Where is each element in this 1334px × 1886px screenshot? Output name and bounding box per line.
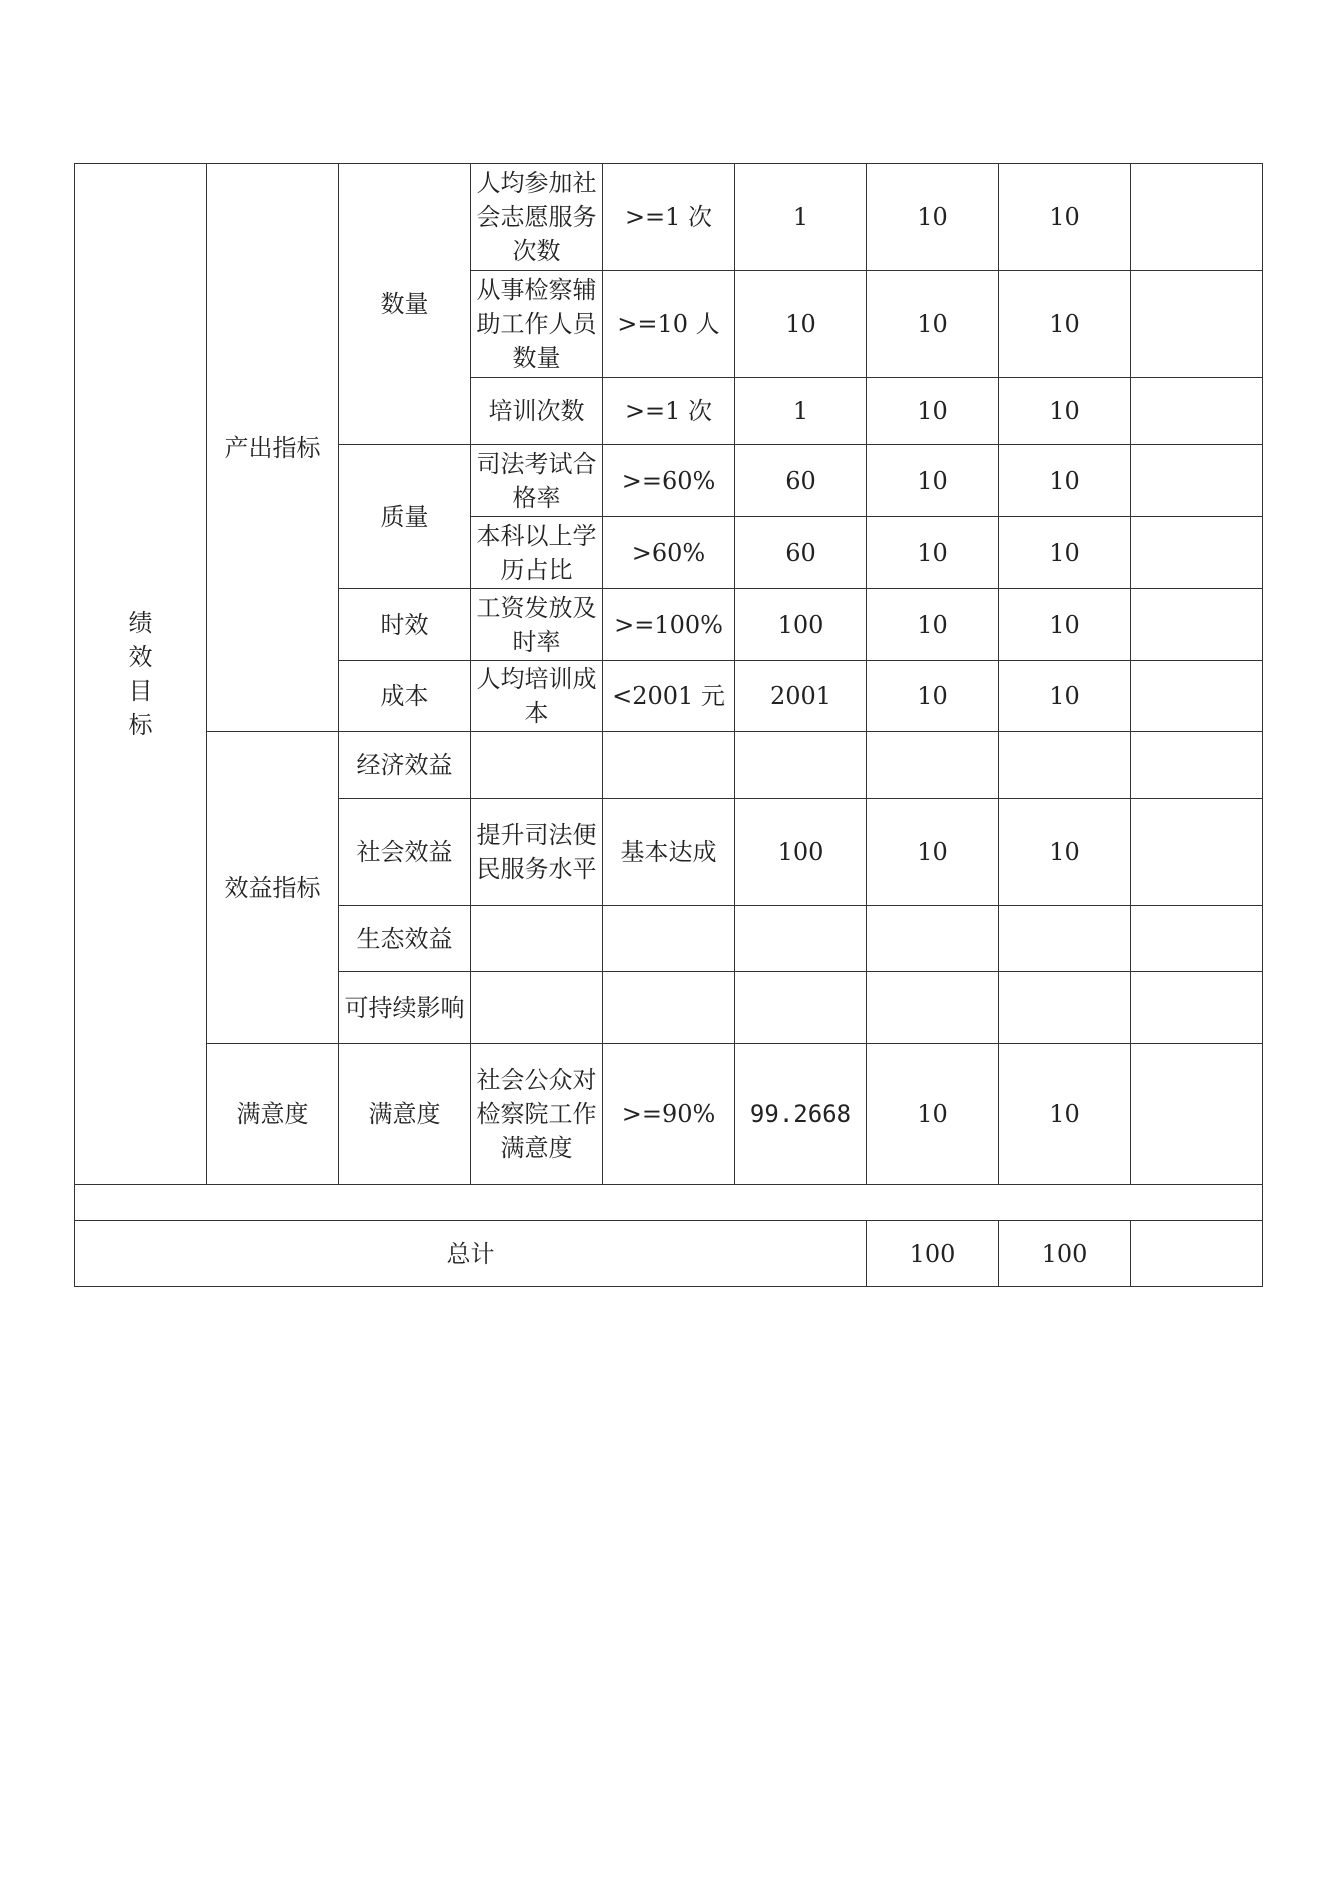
target-cell: >=10 人 — [603, 271, 735, 378]
note-cell — [1131, 732, 1263, 799]
weight-cell: 10 — [867, 799, 999, 906]
weight-cell: 10 — [867, 1044, 999, 1185]
note-cell — [1131, 517, 1263, 589]
indicator-cell — [471, 972, 603, 1044]
target-cell: >=1 次 — [603, 164, 735, 271]
weight-cell: 10 — [867, 661, 999, 732]
note-cell — [1131, 271, 1263, 378]
total-row — [75, 1221, 1263, 1287]
score-cell: 10 — [999, 661, 1131, 732]
weight-cell — [867, 972, 999, 1044]
target-cell: <2001 元 — [603, 661, 735, 732]
actual-cell: 10 — [735, 271, 867, 378]
total-note — [1131, 1221, 1263, 1287]
actual-cell: 60 — [735, 445, 867, 517]
target-cell: >60% — [603, 517, 735, 589]
indicator-cell: 司法考试合格率 — [471, 445, 603, 517]
indicator-cell — [471, 732, 603, 799]
score-cell: 10 — [999, 799, 1131, 906]
spacer-row — [75, 1185, 1263, 1221]
actual-cell: 60 — [735, 517, 867, 589]
table-row — [75, 732, 1263, 799]
weight-cell: 10 — [867, 589, 999, 661]
weight-cell — [867, 906, 999, 972]
level2-ecological: 生态效益 — [339, 906, 471, 972]
indicator-cell: 人均参加社会志愿服务次数 — [471, 164, 603, 271]
indicator-cell: 提升司法便民服务水平 — [471, 799, 603, 906]
score-cell — [999, 906, 1131, 972]
indicator-cell: 工资发放及时率 — [471, 589, 603, 661]
table-row — [75, 1044, 1263, 1185]
target-cell: >=60% — [603, 445, 735, 517]
note-cell — [1131, 972, 1263, 1044]
actual-cell — [735, 972, 867, 1044]
level2-sustainable: 可持续影响 — [339, 972, 471, 1044]
level2-satisfaction: 满意度 — [339, 1044, 471, 1185]
score-cell: 10 — [999, 271, 1131, 378]
level2-cost: 成本 — [339, 661, 471, 732]
total-score: 100 — [999, 1221, 1131, 1287]
note-cell — [1131, 589, 1263, 661]
goal-label-char: 标 — [128, 711, 153, 739]
total-label: 总计 — [75, 1221, 867, 1287]
target-cell — [603, 972, 735, 1044]
target-cell: >=90% — [603, 1044, 735, 1185]
note-cell — [1131, 1044, 1263, 1185]
target-cell — [603, 906, 735, 972]
weight-cell: 10 — [867, 378, 999, 445]
actual-cell: 1 — [735, 164, 867, 271]
score-cell — [999, 972, 1131, 1044]
actual-cell — [735, 906, 867, 972]
weight-cell: 10 — [867, 271, 999, 378]
note-cell — [1131, 164, 1263, 271]
actual-cell: 99.2668 — [735, 1044, 867, 1185]
table-row — [75, 164, 1263, 271]
indicator-cell: 培训次数 — [471, 378, 603, 445]
score-cell — [999, 732, 1131, 799]
goal-label-char: 效 — [128, 643, 153, 671]
goal-label-char: 绩 — [128, 609, 153, 637]
spacer-cell — [75, 1185, 1263, 1221]
target-cell: >=100% — [603, 589, 735, 661]
target-cell: >=1 次 — [603, 378, 735, 445]
actual-cell: 100 — [735, 589, 867, 661]
indicator-cell: 社会公众对检察院工作满意度 — [471, 1044, 603, 1185]
actual-cell — [735, 732, 867, 799]
note-cell — [1131, 445, 1263, 517]
target-cell — [603, 732, 735, 799]
score-cell: 10 — [999, 517, 1131, 589]
note-cell — [1131, 661, 1263, 732]
level1-output: 产出指标 — [207, 164, 339, 732]
weight-cell: 10 — [867, 517, 999, 589]
indicator-cell — [471, 906, 603, 972]
level1-satisfaction: 满意度 — [207, 1044, 339, 1185]
note-cell — [1131, 906, 1263, 972]
note-cell — [1131, 378, 1263, 445]
total-weight: 100 — [867, 1221, 999, 1287]
weight-cell: 10 — [867, 164, 999, 271]
actual-cell: 1 — [735, 378, 867, 445]
actual-cell: 2001 — [735, 661, 867, 732]
score-cell: 10 — [999, 1044, 1131, 1185]
actual-cell: 100 — [735, 799, 867, 906]
score-cell: 10 — [999, 378, 1131, 445]
indicator-cell: 人均培训成本 — [471, 661, 603, 732]
indicator-cell: 本科以上学历占比 — [471, 517, 603, 589]
score-cell: 10 — [999, 445, 1131, 517]
level2-quantity: 数量 — [339, 164, 471, 445]
weight-cell — [867, 732, 999, 799]
note-cell — [1131, 799, 1263, 906]
indicator-cell: 从事检察辅助工作人员数量 — [471, 271, 603, 378]
performance-table — [74, 163, 1263, 1287]
goal-label-char: 目 — [128, 677, 153, 705]
level2-quality: 质量 — [339, 445, 471, 589]
level1-benefit: 效益指标 — [207, 732, 339, 1044]
weight-cell: 10 — [867, 445, 999, 517]
target-cell: 基本达成 — [603, 799, 735, 906]
performance-goal-cell — [75, 164, 207, 1185]
score-cell: 10 — [999, 164, 1131, 271]
level2-timeliness: 时效 — [339, 589, 471, 661]
level2-social: 社会效益 — [339, 799, 471, 906]
score-cell: 10 — [999, 589, 1131, 661]
level2-economic: 经济效益 — [339, 732, 471, 799]
